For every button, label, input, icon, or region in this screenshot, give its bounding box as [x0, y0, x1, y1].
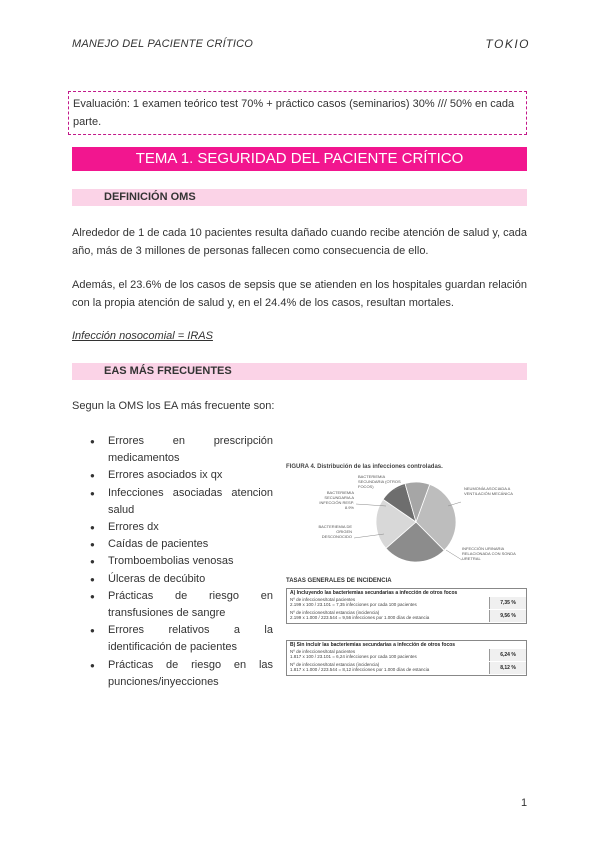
- row-value: 7,35 %: [489, 597, 526, 609]
- row-value: 8,12 %: [489, 662, 526, 674]
- tasas-box-a: [286, 588, 527, 624]
- list-item: ● Úlceras de decúbito: [90, 571, 273, 588]
- section-eas: [72, 363, 527, 380]
- header-brand: TOKIO: [485, 37, 530, 51]
- list-item: ● Prácticas de riesgo en las punciones/inyecciones: [90, 657, 273, 691]
- list-item: ● Errores en prescripción medicamentos: [90, 433, 273, 467]
- list-item: ● Errores relativos a la identificación de pacientes: [90, 622, 273, 656]
- list-item: ● Errores dx: [90, 519, 273, 536]
- tasas-title: TASAS GENERALES DE INCIDENCIA: [286, 578, 392, 584]
- page-number: 1: [521, 797, 528, 809]
- tema-title: TEMA 1. SEGURIDAD DEL PACIENTE CRÍTICO: [72, 147, 527, 171]
- row-label: Nº de infecciones/total estancias (incidencia): [290, 610, 380, 615]
- row-label: Nº de infecciones/total pacientes: [290, 649, 356, 654]
- pie-label-right-upper: NEUMONÍA ASOCIADA A VENTILACIÓN MECÁNICA: [464, 486, 513, 496]
- infection-figure: [286, 464, 534, 692]
- section-eas-label: EAS MÁS FRECUENTES: [104, 365, 232, 377]
- list-item: ● Errores asociados ix qx: [90, 467, 273, 484]
- row-formula: 2.199 x 1.000 / 223.544 = 9,56 infecciones por 1.000 días de estancia: [290, 615, 430, 620]
- section-definicion-label: DEFINICIÓN OMS: [104, 191, 196, 203]
- pie-label-left-lower: BACTERIEMIA DE ORIGEN DESCONOCIDO: [318, 524, 352, 539]
- pie-label-top: BACTERIEMIA SECUNDARIA (OTROS FOCOS): [358, 474, 401, 489]
- list-item: ● Infecciones asociadas atencion salud: [90, 485, 273, 519]
- list-item: ● Caídas de pacientes: [90, 536, 273, 553]
- figure-title: FIGURA 4. Distribución de las infecciones controladas.: [286, 464, 443, 470]
- header-title: MANEJO DEL PACIENTE CRÍTICO: [72, 38, 254, 50]
- tasas-box-b: [286, 640, 527, 676]
- section-definicion: [72, 189, 527, 206]
- row-label: Nº de infecciones/total pacientes: [290, 597, 356, 602]
- table-row: [287, 649, 526, 662]
- list-item: ● Tromboembolias venosas: [90, 553, 273, 570]
- row-formula: 1.817 x 1.000 / 223.544 = 8,12 infecciones por 1.000 días de estancia: [290, 667, 430, 672]
- pie-label-right-lower: INFECCIÓN URINARIA RELACIONADA CON SONDA URETRAL: [462, 546, 516, 561]
- row-formula: 1.817 x 100 / 23.101 = 6,24 infecciones por cada 100 pacientes: [290, 654, 417, 659]
- list-intro: Segun la OMS los EA más frecuente son:: [72, 400, 275, 412]
- table-row: [287, 662, 526, 675]
- paragraph-1: Alrededor de 1 de cada 10 pacientes resulta dañado cuando recibe atención de salud y, cada año, más de 3 millones de personas fallecen como consecuencia de ello.: [72, 227, 527, 257]
- pie-leader-line: [446, 550, 462, 560]
- table-row: [287, 610, 526, 623]
- row-label: Nº de infecciones/total estancias (incidencia): [290, 662, 380, 667]
- row-formula: 2.199 x 100 / 23.101 = 7,35 infecciones por cada 100 pacientes: [290, 602, 417, 607]
- paragraph-2: Además, el 23.6% de los casos de sepsis que se atienden en los hospitales guardan relación con la propia atención de salud y, en el 24.4% de los casos, resultan mortales.: [72, 279, 527, 309]
- row-value: 9,56 %: [489, 610, 526, 622]
- tasas-box-a-head: A) Incluyendo las bacteriemias secundarias a infección de otros focos: [290, 590, 458, 596]
- evaluation-note: Evaluación: 1 examen teórico test 70% + práctico casos (seminarios) 30% /// 50% en cada parte.: [68, 91, 527, 135]
- eas-list: [90, 433, 273, 691]
- infection-note: Infección nosocomial = IRAS: [72, 330, 213, 342]
- list-item: ● Prácticas de riesgo en transfusiones de sangre: [90, 588, 273, 622]
- pie-label-left-upper: BACTERIEMIA SECUNDARIA A INFECCIÓN RESP. 8.9%: [319, 490, 354, 510]
- tasas-box-b-head: B) Sin incluir las bacteriemias secundarias a infección de otros focos: [290, 642, 456, 648]
- row-value: 6,24 %: [489, 649, 526, 661]
- table-row: [287, 597, 526, 610]
